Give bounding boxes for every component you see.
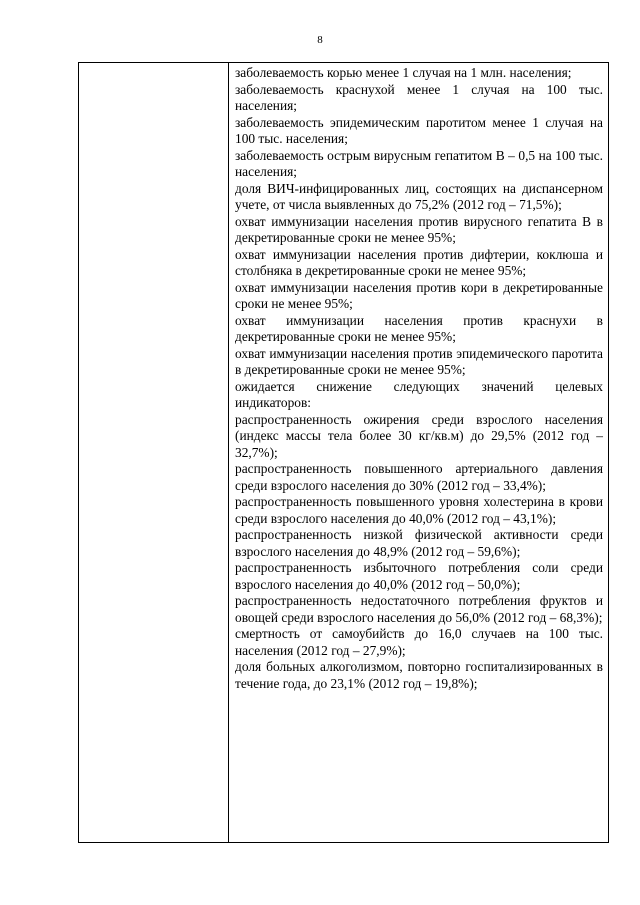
list-item: распространенность недостаточного потребления фруктов и овощей среди взрослого населения до 56,0% (2012 год – 68,3%);	[235, 593, 603, 625]
list-item: охват иммунизации населения против дифтерии, коклюша и столбняка в декретированные сроки не менее 95%;	[235, 246, 603, 278]
list-item: распространенность повышенного артериального давления среди взрослого населения до 30% (2012 год – 33,4%);	[235, 461, 603, 493]
list-item: охват иммунизации населения против эпидемического паротита в декретированные сроки не менее 95%;	[235, 345, 603, 377]
list-item: распространенность ожирения среди взрослого населения (индекс массы тела более 30 кг/кв.м) до 29,5% (2012 год – 32,7%);	[235, 411, 603, 460]
list-item: ожидается снижение следующих значений целевых индикаторов:	[235, 378, 603, 410]
list-item: охват иммунизации населения против вирусного гепатита В в декретированные сроки не менее 95%;	[235, 213, 603, 245]
table-right-column	[229, 63, 608, 842]
list-item: заболеваемость краснухой менее 1 случая на 100 тыс. населения;	[235, 81, 603, 113]
list-item: распространенность повышенного уровня холестерина в крови среди взрослого населения до 40,0% (2012 год – 43,1%);	[235, 494, 603, 526]
list-item: охват иммунизации населения против краснухи в декретированные сроки не менее 95%;	[235, 312, 603, 344]
table-left-column	[79, 63, 229, 842]
list-item: доля больных алкоголизмом, повторно госпитализированных в течение года, до 23,1% (2012 год – 19,8%);	[235, 659, 603, 691]
list-item: смертность от самоубийств до 16,0 случаев на 100 тыс. населения (2012 год – 27,9%);	[235, 626, 603, 658]
list-item: заболеваемость эпидемическим паротитом менее 1 случая на 100 тыс. населения;	[235, 114, 603, 146]
list-item: распространенность низкой физической активности среди взрослого населения до 48,9% (2012 год – 59,6%);	[235, 527, 603, 559]
list-item: заболеваемость корью менее 1 случая на 1 млн. населения;	[235, 65, 572, 80]
list-item: охват иммунизации населения против кори в декретированные сроки не менее 95%;	[235, 279, 603, 311]
list-item: распространенность избыточного потребления соли среди взрослого населения до 40,0% (2012 год – 50,0%);	[235, 560, 603, 592]
content-table	[78, 62, 609, 843]
list-item: доля ВИЧ-инфицированных лиц, состоящих на диспансерном учете, от числа выявленных до 75,2% (2012 год – 71,5%);	[235, 180, 603, 212]
list-item: заболеваемость острым вирусным гепатитом В – 0,5 на 100 тыс. населения;	[235, 147, 603, 179]
page-number: 8	[317, 34, 323, 46]
